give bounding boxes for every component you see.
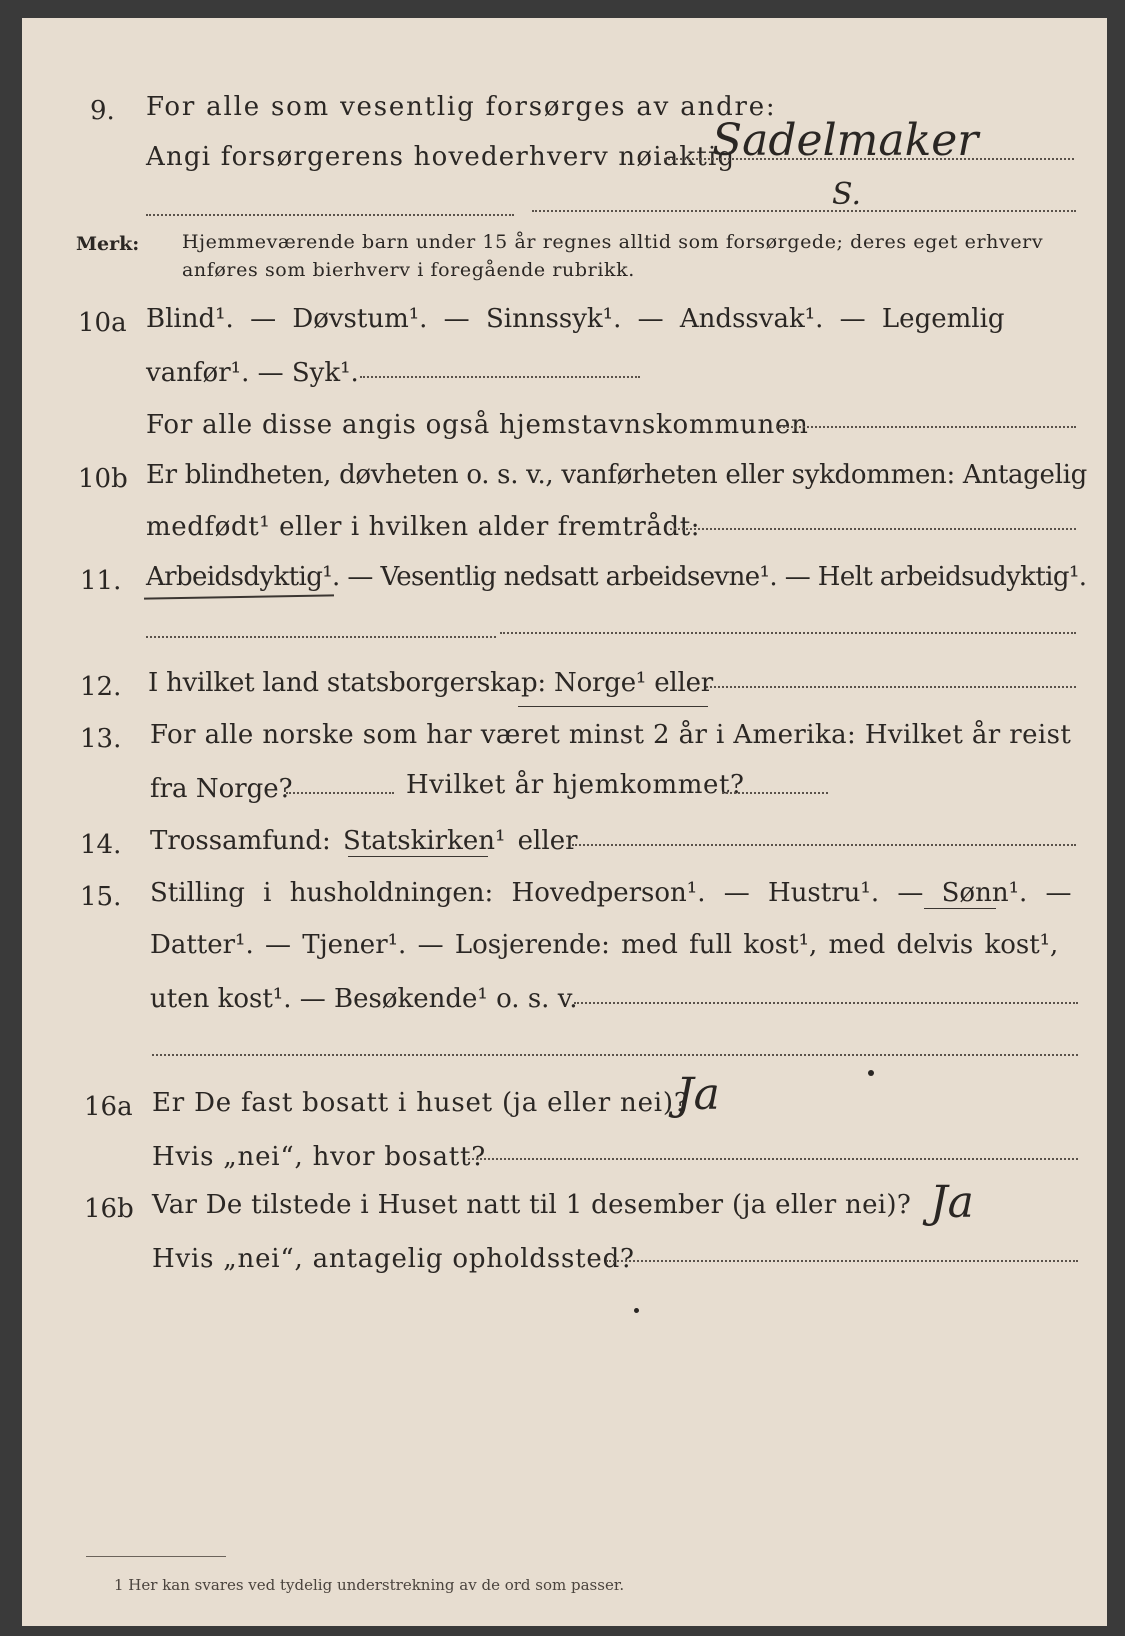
q10a-line2: vanfør¹. — Syk¹. — [146, 358, 359, 388]
q9-handwritten-note: S. — [832, 177, 862, 212]
q10a-answer-line — [360, 376, 640, 378]
merk-label: Merk: — [76, 233, 140, 255]
q14-line1: Trossamfund: Statskirken¹ eller — [150, 826, 578, 856]
q9-blank-line-a — [146, 214, 514, 216]
q10a-line1: Blind¹. — Døvstum¹. — Sinnssyk¹. — Andssvak¹. — Legemlig — [146, 304, 1005, 334]
q15-answer-line — [574, 1002, 1078, 1004]
ink-speck — [868, 1070, 874, 1076]
q16b-line1: Var De tilstede i Huset natt til 1 desember (ja eller nei)? — [152, 1190, 912, 1220]
ink-speck — [634, 1308, 639, 1313]
q11-blank-line-a — [146, 636, 496, 638]
q10a-hjemstavn-line — [776, 426, 1076, 428]
q16b-line2: Hvis „nei“, antagelig opholdssted? — [152, 1244, 635, 1274]
q15-line1: Stilling i husholdningen: Hovedperson¹. — Hustru¹. — Sønn¹. — — [150, 878, 1072, 908]
merk-line1: Hjemmeværende barn under 15 år regnes alltid som forsørgede; deres eget erhverv — [182, 231, 1044, 253]
q15-blank-line — [152, 1054, 1078, 1056]
q9-line1: For alle som vesentlig forsørges av andre: — [146, 92, 777, 122]
q16b-opholdssted-line — [606, 1260, 1078, 1262]
q13-hjemkommet-line — [722, 792, 828, 794]
census-form-page — [22, 18, 1107, 1626]
q16a-line2: Hvis „nei“, hvor bosatt? — [152, 1142, 486, 1172]
q12-underline-norge — [518, 706, 708, 707]
q13-line2b: Hvilket år hjemkommet? — [406, 770, 745, 800]
q9-handwritten-answer: Sadelmaker — [712, 115, 979, 166]
q16a-number: 16a — [84, 1092, 133, 1122]
q16b-handwritten-answer: Ja — [930, 1177, 974, 1228]
q10a-number: 10a — [78, 308, 127, 338]
q15-line3: uten kost¹. — Besøkende¹ o. s. v. — [150, 984, 578, 1014]
q15-number: 15. — [80, 882, 122, 912]
q16a-bosatt-line — [468, 1158, 1078, 1160]
q14-underline-statskirken — [348, 856, 488, 857]
q14-answer-line — [572, 844, 1076, 846]
q16b-number: 16b — [84, 1194, 134, 1224]
q12-answer-line — [706, 686, 1076, 688]
q11-blank-line-b — [500, 632, 1076, 634]
footnote-rule — [86, 1556, 226, 1557]
q14-number: 14. — [80, 830, 122, 860]
merk-line2: anføres som bierhverv i foregående rubrikk. — [182, 259, 635, 281]
q13-line2a: fra Norge? — [150, 774, 293, 804]
q13-line1: For alle norske som har været minst 2 år i Amerika: Hvilket år reist — [150, 720, 1072, 750]
q12-line1: I hvilket land statsborgerskap: Norge¹ eller — [148, 668, 714, 698]
q10b-line2: medfødt¹ eller i hvilken alder fremtrådt: — [146, 512, 701, 542]
q13-number: 13. — [80, 724, 122, 754]
q10b-number: 10b — [78, 464, 128, 494]
q16a-line1: Er De fast bosatt i huset (ja eller nei)? — [152, 1088, 689, 1118]
q12-number: 12. — [80, 672, 122, 702]
q10a-line3: For alle disse angis også hjemstavnskommunen — [146, 410, 809, 440]
q15-line2: Datter¹. — Tjener¹. — Losjerende: med full kost¹, med delvis kost¹, — [150, 930, 1059, 960]
footnote: 1 Her kan svares ved tydelig understrekning av de ord som passer. — [114, 1576, 625, 1594]
q15-underline-sonn — [924, 908, 996, 909]
q9-number: 9. — [90, 96, 115, 126]
q11-underline-arbeidsdyktig — [144, 594, 334, 599]
q16a-handwritten-answer: Ja — [676, 1069, 720, 1120]
q13-reist-line — [286, 792, 394, 794]
q10b-answer-line — [670, 528, 1076, 530]
q11-line1: Arbeidsdyktig¹. — Vesentlig nedsatt arbeidsevne¹. — Helt arbeidsudyktig¹. — [146, 562, 1087, 592]
q10b-line1: Er blindheten, døvheten o. s. v., vanførheten eller sykdommen: Antagelig — [146, 460, 1087, 490]
q9-blank-line-b — [532, 210, 1076, 212]
q11-number: 11. — [80, 566, 122, 596]
q9-line2: Angi forsørgerens hovederhverv nøiaktig — [146, 142, 736, 172]
